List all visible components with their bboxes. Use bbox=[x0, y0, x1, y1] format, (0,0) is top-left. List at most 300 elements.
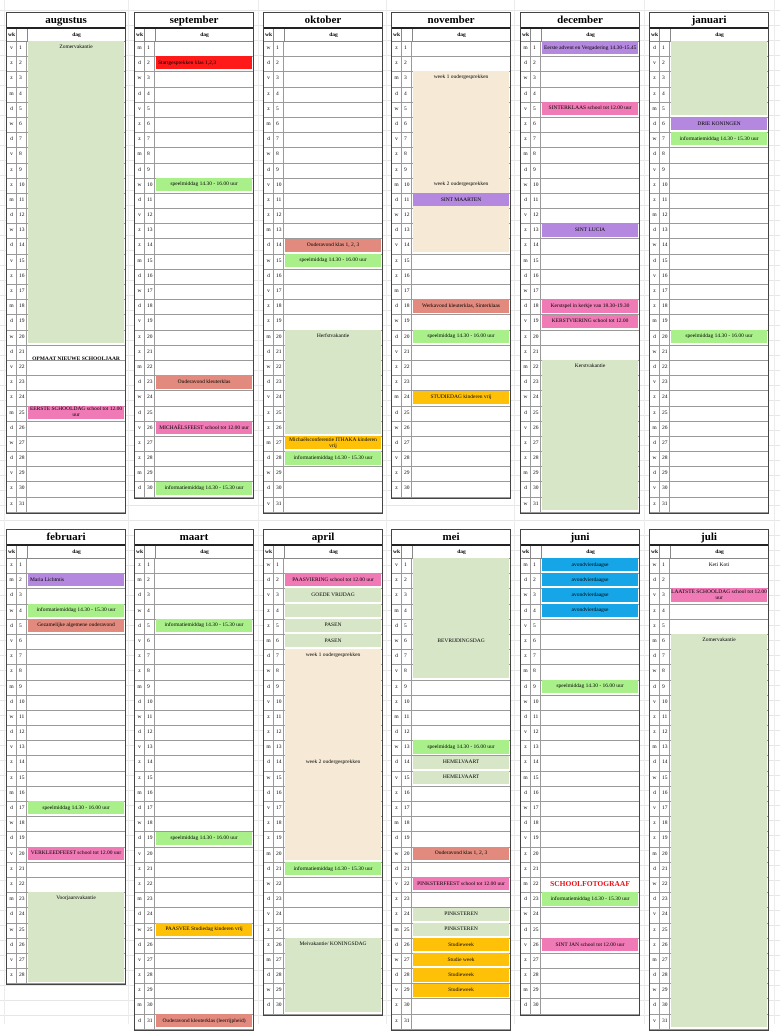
day-event-cell bbox=[155, 908, 253, 922]
calendar-event bbox=[542, 938, 638, 951]
weekday-letter: v bbox=[650, 164, 660, 178]
day-number: 7 bbox=[274, 650, 284, 664]
calendar-event bbox=[285, 862, 381, 875]
day-number: 25 bbox=[17, 407, 27, 421]
day-event-cell bbox=[284, 57, 382, 71]
day-number: 9 bbox=[660, 681, 670, 695]
day-row bbox=[392, 711, 510, 726]
weekday-letter: w bbox=[135, 605, 145, 619]
weekday-letter: w bbox=[521, 285, 531, 299]
day-row bbox=[650, 224, 768, 239]
month-title: februari bbox=[7, 530, 125, 546]
weekday-letter: v bbox=[135, 848, 145, 862]
day-row bbox=[392, 787, 510, 802]
day-number: 12 bbox=[17, 726, 27, 740]
weekday-letter: d bbox=[135, 300, 145, 314]
weekday-letter: m bbox=[392, 72, 402, 86]
weekday-letter: m bbox=[521, 878, 531, 892]
weekday-letter: w bbox=[135, 72, 145, 86]
day-number: 16 bbox=[17, 787, 27, 801]
day-number-header bbox=[660, 29, 671, 41]
day-number: 26 bbox=[274, 939, 284, 953]
day-number: 15 bbox=[17, 772, 27, 786]
day-event-cell bbox=[27, 589, 125, 603]
event-label: week 2 oudergesprekken bbox=[433, 181, 489, 188]
day-number: 23 bbox=[274, 376, 284, 390]
day-event-cell bbox=[284, 893, 382, 907]
weekday-letter: d bbox=[264, 164, 274, 178]
day-number: 13 bbox=[660, 741, 670, 755]
day-number: 24 bbox=[274, 391, 284, 405]
event-label: informatiemiddag 14.30 - 15.30 uur bbox=[36, 607, 116, 614]
day-number: 24 bbox=[145, 391, 155, 405]
day-number: 19 bbox=[145, 832, 155, 846]
day-number: 9 bbox=[660, 164, 670, 178]
day-row bbox=[521, 255, 639, 270]
weekday-letter: z bbox=[7, 270, 17, 284]
day-row bbox=[650, 437, 768, 452]
month-title: juni bbox=[521, 530, 639, 546]
day-event-cell bbox=[27, 376, 125, 390]
day-event-cell bbox=[155, 939, 253, 953]
weekday-letter: d bbox=[264, 681, 274, 695]
calendar-event bbox=[28, 604, 124, 617]
calendar-event bbox=[413, 299, 509, 312]
calendar-event bbox=[156, 421, 252, 434]
event-label: LAATSTE SCHOOLDAG school tot 12.00 uur bbox=[671, 588, 767, 601]
day-number: 20 bbox=[17, 848, 27, 862]
weekday-letter: w bbox=[264, 878, 274, 892]
dag-header: dag bbox=[586, 549, 595, 555]
day-number: 3 bbox=[660, 72, 670, 86]
day-number: 23 bbox=[17, 376, 27, 390]
event-label: VERKLEEDFEEST school tot 12.00 uur bbox=[30, 850, 122, 857]
weekday-letter: d bbox=[392, 194, 402, 208]
weekday-letter: z bbox=[521, 969, 531, 983]
event-label: speelmiddag 14.30 - 16.00 uur bbox=[427, 743, 495, 750]
weekday-letter: z bbox=[135, 224, 145, 238]
event-label: Ouderavond kleuterklas (leerrijpheid) bbox=[162, 1017, 246, 1024]
day-row bbox=[7, 878, 125, 893]
weekday-letter: w bbox=[7, 331, 17, 345]
day-row bbox=[521, 999, 639, 1014]
wk-header: wk bbox=[7, 546, 17, 558]
weekday-letter: m bbox=[650, 315, 660, 329]
weekday-letter: z bbox=[264, 817, 274, 831]
weekday-letter: d bbox=[392, 88, 402, 102]
day-number: 21 bbox=[274, 863, 284, 877]
weekday-letter: w bbox=[392, 954, 402, 968]
day-row bbox=[264, 103, 382, 118]
weekday-letter: z bbox=[650, 817, 660, 831]
day-number: 5 bbox=[17, 103, 27, 117]
day-number: 14 bbox=[145, 239, 155, 253]
day-event-cell bbox=[412, 817, 510, 831]
day-number: 23 bbox=[531, 376, 541, 390]
calendar-event bbox=[156, 923, 252, 936]
event-label: PAASVIERING school tot 12.00 uur bbox=[292, 576, 374, 583]
weekday-letter: v bbox=[264, 498, 274, 512]
day-number: 7 bbox=[17, 650, 27, 664]
weekday-letter: z bbox=[650, 924, 660, 938]
day-number: 19 bbox=[402, 315, 412, 329]
day-number: 6 bbox=[531, 635, 541, 649]
day-number: 18 bbox=[145, 300, 155, 314]
day-row bbox=[521, 194, 639, 209]
calendar-event bbox=[156, 375, 252, 388]
day-number: 16 bbox=[660, 270, 670, 284]
day-row bbox=[521, 741, 639, 756]
weekday-letter: z bbox=[135, 863, 145, 877]
weekday-letter: d bbox=[135, 908, 145, 922]
weekday-letter: m bbox=[650, 422, 660, 436]
day-number: 15 bbox=[274, 772, 284, 786]
day-number: 5 bbox=[402, 620, 412, 634]
day-number: 1 bbox=[145, 42, 155, 56]
day-number: 20 bbox=[145, 331, 155, 345]
day-row bbox=[7, 665, 125, 680]
day-event-cell bbox=[284, 924, 382, 938]
day-number: 31 bbox=[17, 498, 27, 512]
day-number: 18 bbox=[402, 300, 412, 314]
day-event-cell bbox=[670, 285, 768, 299]
day-event-cell bbox=[670, 376, 768, 390]
day-row bbox=[135, 72, 253, 87]
day-event-cell bbox=[412, 893, 510, 907]
day-number: 8 bbox=[17, 148, 27, 162]
weekday-letter: z bbox=[392, 361, 402, 375]
weekday-letter: m bbox=[264, 331, 274, 345]
day-number: 6 bbox=[402, 635, 412, 649]
day-event-cell bbox=[541, 969, 639, 983]
day-event-cell bbox=[412, 255, 510, 269]
day-event-cell bbox=[412, 681, 510, 695]
weekday-letter: z bbox=[521, 239, 531, 253]
dag-header: dag bbox=[72, 32, 81, 38]
weekday-letter: d bbox=[264, 376, 274, 390]
wk-header: wk bbox=[392, 29, 402, 41]
day-row bbox=[264, 893, 382, 908]
weekday-letter: z bbox=[264, 711, 274, 725]
day-row bbox=[392, 681, 510, 696]
day-number: 20 bbox=[660, 848, 670, 862]
weekday-letter: z bbox=[7, 482, 17, 496]
event-label: Studieweek bbox=[448, 971, 474, 978]
weekday-letter: d bbox=[135, 939, 145, 953]
day-event-cell bbox=[284, 498, 382, 512]
day-number: 31 bbox=[660, 498, 670, 512]
day-event-cell bbox=[155, 72, 253, 86]
day-row bbox=[521, 984, 639, 999]
day-row bbox=[135, 908, 253, 923]
wk-header: wk bbox=[264, 546, 274, 558]
event-label: PINKSTERFEEST school tot 12.00 uur bbox=[417, 880, 505, 887]
calendar-event bbox=[28, 573, 124, 586]
day-number: 28 bbox=[145, 969, 155, 983]
day-event-cell bbox=[27, 696, 125, 710]
weekday-letter: d bbox=[7, 939, 17, 953]
day-number: 22 bbox=[274, 361, 284, 375]
day-event-cell bbox=[541, 331, 639, 345]
weekday-letter: z bbox=[135, 133, 145, 147]
day-row bbox=[135, 239, 253, 254]
weekday-letter: d bbox=[264, 270, 274, 284]
weekday-letter: z bbox=[135, 878, 145, 892]
weekday-letter: m bbox=[650, 209, 660, 223]
day-number: 6 bbox=[145, 118, 155, 132]
day-number: 13 bbox=[274, 741, 284, 755]
day-number: 1 bbox=[402, 42, 412, 56]
event-label: SCHOOLFOTOGRAAF bbox=[550, 878, 630, 888]
event-label: STUDIEDAG kinderen vrij bbox=[430, 394, 492, 401]
day-row bbox=[135, 300, 253, 315]
day-event-cell bbox=[412, 711, 510, 725]
day-number: 25 bbox=[660, 924, 670, 938]
day-event-cell bbox=[155, 878, 253, 892]
dag-header: dag bbox=[200, 32, 209, 38]
day-event-cell bbox=[284, 103, 382, 117]
weekday-letter: v bbox=[650, 696, 660, 710]
weekday-letter: v bbox=[521, 103, 531, 117]
day-number: 14 bbox=[660, 756, 670, 770]
day-event-cell bbox=[284, 270, 382, 284]
day-number: 11 bbox=[660, 711, 670, 725]
day-event-cell bbox=[541, 756, 639, 770]
day-event-cell bbox=[27, 726, 125, 740]
day-number-header bbox=[17, 29, 28, 41]
weekday-letter: z bbox=[521, 863, 531, 877]
weekday-letter: z bbox=[650, 832, 660, 846]
day-row bbox=[264, 467, 382, 482]
weekday-letter: w bbox=[264, 42, 274, 56]
weekday-letter: d bbox=[650, 255, 660, 269]
day-number: 10 bbox=[660, 179, 670, 193]
weekday-letter: d bbox=[521, 300, 531, 314]
day-row bbox=[135, 194, 253, 209]
day-number: 14 bbox=[274, 756, 284, 770]
day-event-cell bbox=[541, 620, 639, 634]
day-event-cell bbox=[670, 482, 768, 496]
day-row bbox=[650, 620, 768, 635]
day-row bbox=[135, 164, 253, 179]
weekday-letter: z bbox=[7, 391, 17, 405]
day-number: 30 bbox=[531, 482, 541, 496]
day-row bbox=[521, 346, 639, 361]
day-number: 10 bbox=[402, 696, 412, 710]
day-row bbox=[650, 361, 768, 376]
day-event-cell bbox=[541, 118, 639, 132]
day-event-cell bbox=[670, 300, 768, 314]
day-number: 5 bbox=[660, 620, 670, 634]
day-event-cell bbox=[27, 422, 125, 436]
day-row bbox=[135, 999, 253, 1014]
calendar-event bbox=[542, 315, 638, 328]
weekday-letter: z bbox=[392, 164, 402, 178]
event-label: speelmiddag 14.30 - 16.00 uur bbox=[42, 804, 110, 811]
weekday-letter: w bbox=[392, 209, 402, 223]
day-number: 29 bbox=[145, 467, 155, 481]
day-event-cell bbox=[670, 452, 768, 466]
weekday-letter: z bbox=[264, 103, 274, 117]
day-event-cell bbox=[27, 863, 125, 877]
weekday-letter: d bbox=[264, 863, 274, 877]
weekday-letter: v bbox=[392, 346, 402, 360]
day-number: 18 bbox=[145, 817, 155, 831]
day-number: 21 bbox=[531, 346, 541, 360]
day-number: 6 bbox=[145, 635, 155, 649]
weekday-letter: d bbox=[264, 482, 274, 496]
weekday-letter: w bbox=[135, 711, 145, 725]
bg-gridcol bbox=[774, 0, 775, 1024]
day-number: 7 bbox=[660, 650, 670, 664]
day-number: 6 bbox=[17, 118, 27, 132]
day-number: 2 bbox=[660, 574, 670, 588]
day-row bbox=[392, 315, 510, 330]
weekday-letter: m bbox=[135, 681, 145, 695]
event-label: PASEN bbox=[324, 637, 342, 644]
weekday-letter: d bbox=[392, 650, 402, 664]
weekday-letter: w bbox=[135, 391, 145, 405]
day-row bbox=[135, 209, 253, 224]
day-row bbox=[7, 422, 125, 437]
day-number: 23 bbox=[402, 893, 412, 907]
month-title: augustus bbox=[7, 13, 125, 29]
day-number: 21 bbox=[17, 863, 27, 877]
day-row bbox=[135, 42, 253, 57]
weekday-letter: v bbox=[521, 832, 531, 846]
weekday-letter: z bbox=[7, 772, 17, 786]
dag-header: dag bbox=[200, 549, 209, 555]
weekday-letter: z bbox=[135, 559, 145, 573]
weekday-letter: d bbox=[7, 315, 17, 329]
day-row bbox=[7, 467, 125, 482]
day-number: 1 bbox=[17, 559, 27, 573]
event-label: OPMAAT NIEUWE SCHOOLJAAR bbox=[32, 356, 120, 363]
weekday-letter: w bbox=[521, 908, 531, 922]
day-number-header bbox=[274, 29, 285, 41]
calendar-event bbox=[671, 330, 767, 343]
weekday-letter: w bbox=[7, 118, 17, 132]
day-number: 12 bbox=[660, 209, 670, 223]
day-number: 17 bbox=[17, 802, 27, 816]
day-number: 16 bbox=[531, 787, 541, 801]
day-event-cell bbox=[541, 999, 639, 1013]
weekday-letter: w bbox=[135, 924, 145, 938]
weekday-letter: d bbox=[7, 832, 17, 846]
day-number: 25 bbox=[531, 407, 541, 421]
day-row bbox=[135, 437, 253, 452]
day-number: 28 bbox=[402, 452, 412, 466]
weekday-letter: z bbox=[392, 467, 402, 481]
day-number: 22 bbox=[531, 878, 541, 892]
day-event-cell bbox=[541, 346, 639, 360]
weekday-letter: w bbox=[264, 559, 274, 573]
day-number: 23 bbox=[145, 893, 155, 907]
day-number: 12 bbox=[402, 209, 412, 223]
day-event-cell bbox=[155, 88, 253, 102]
day-number: 30 bbox=[660, 999, 670, 1013]
event-label: PASEN bbox=[324, 622, 342, 629]
day-event-cell bbox=[27, 787, 125, 801]
day-number: 11 bbox=[17, 711, 27, 725]
day-number: 26 bbox=[17, 422, 27, 436]
weekday-letter: d bbox=[521, 164, 531, 178]
day-number: 7 bbox=[17, 133, 27, 147]
day-number: 25 bbox=[274, 407, 284, 421]
day-row bbox=[264, 194, 382, 209]
weekday-letter: d bbox=[135, 802, 145, 816]
event-label: speelmiddag 14.30 - 16.00 uur bbox=[556, 683, 624, 690]
day-row bbox=[7, 681, 125, 696]
day-number: 24 bbox=[531, 391, 541, 405]
day-event-cell bbox=[155, 589, 253, 603]
calendar-event bbox=[156, 832, 252, 845]
day-event-cell bbox=[155, 331, 253, 345]
weekday-letter: m bbox=[264, 741, 274, 755]
weekday-letter: d bbox=[521, 57, 531, 71]
weekday-letter: w bbox=[392, 848, 402, 862]
day-number: 27 bbox=[531, 954, 541, 968]
weekday-letter: d bbox=[521, 787, 531, 801]
weekday-letter: v bbox=[135, 954, 145, 968]
day-number: 12 bbox=[145, 726, 155, 740]
day-number: 29 bbox=[531, 467, 541, 481]
weekday-letter: d bbox=[521, 893, 531, 907]
calendar-event bbox=[28, 619, 124, 632]
day-event-cell bbox=[670, 361, 768, 375]
event-label: Gezamelijke algemene ouderavond bbox=[37, 622, 115, 629]
wk-header: wk bbox=[392, 546, 402, 558]
day-row bbox=[521, 817, 639, 832]
day-number: 8 bbox=[145, 148, 155, 162]
calendar-event bbox=[285, 254, 381, 267]
day-row bbox=[521, 179, 639, 194]
day-number: 18 bbox=[660, 300, 670, 314]
weekday-letter: z bbox=[521, 224, 531, 238]
day-number-header bbox=[274, 546, 285, 558]
day-number: 17 bbox=[274, 802, 284, 816]
day-row bbox=[521, 832, 639, 847]
event-label: Meivakantie/ KONINGSDAG bbox=[299, 941, 367, 947]
weekday-letter: d bbox=[521, 376, 531, 390]
day-row bbox=[264, 270, 382, 285]
day-row bbox=[521, 285, 639, 300]
weekday-letter: d bbox=[650, 437, 660, 451]
day-event-cell bbox=[155, 741, 253, 755]
day-number: 25 bbox=[660, 407, 670, 421]
weekday-letter: v bbox=[392, 772, 402, 786]
event-label: BEVRIJDINGSDAG bbox=[437, 637, 485, 644]
day-event-cell bbox=[412, 787, 510, 801]
weekday-letter: d bbox=[392, 118, 402, 132]
day-event-cell bbox=[155, 194, 253, 208]
day-number: 12 bbox=[660, 726, 670, 740]
weekday-letter: z bbox=[264, 422, 274, 436]
day-number: 2 bbox=[145, 57, 155, 71]
month-title: oktober bbox=[264, 13, 382, 29]
day-number: 17 bbox=[531, 285, 541, 299]
day-number: 27 bbox=[145, 437, 155, 451]
event-label: week 2 oudergesprekken bbox=[305, 759, 361, 766]
event-label: Studieweek bbox=[448, 987, 474, 994]
day-number: 12 bbox=[145, 209, 155, 223]
day-event-cell bbox=[155, 118, 253, 132]
day-number: 16 bbox=[274, 787, 284, 801]
weekday-letter: d bbox=[650, 893, 660, 907]
weekday-letter: d bbox=[392, 224, 402, 238]
day-event-cell bbox=[284, 133, 382, 147]
day-number: 28 bbox=[531, 969, 541, 983]
